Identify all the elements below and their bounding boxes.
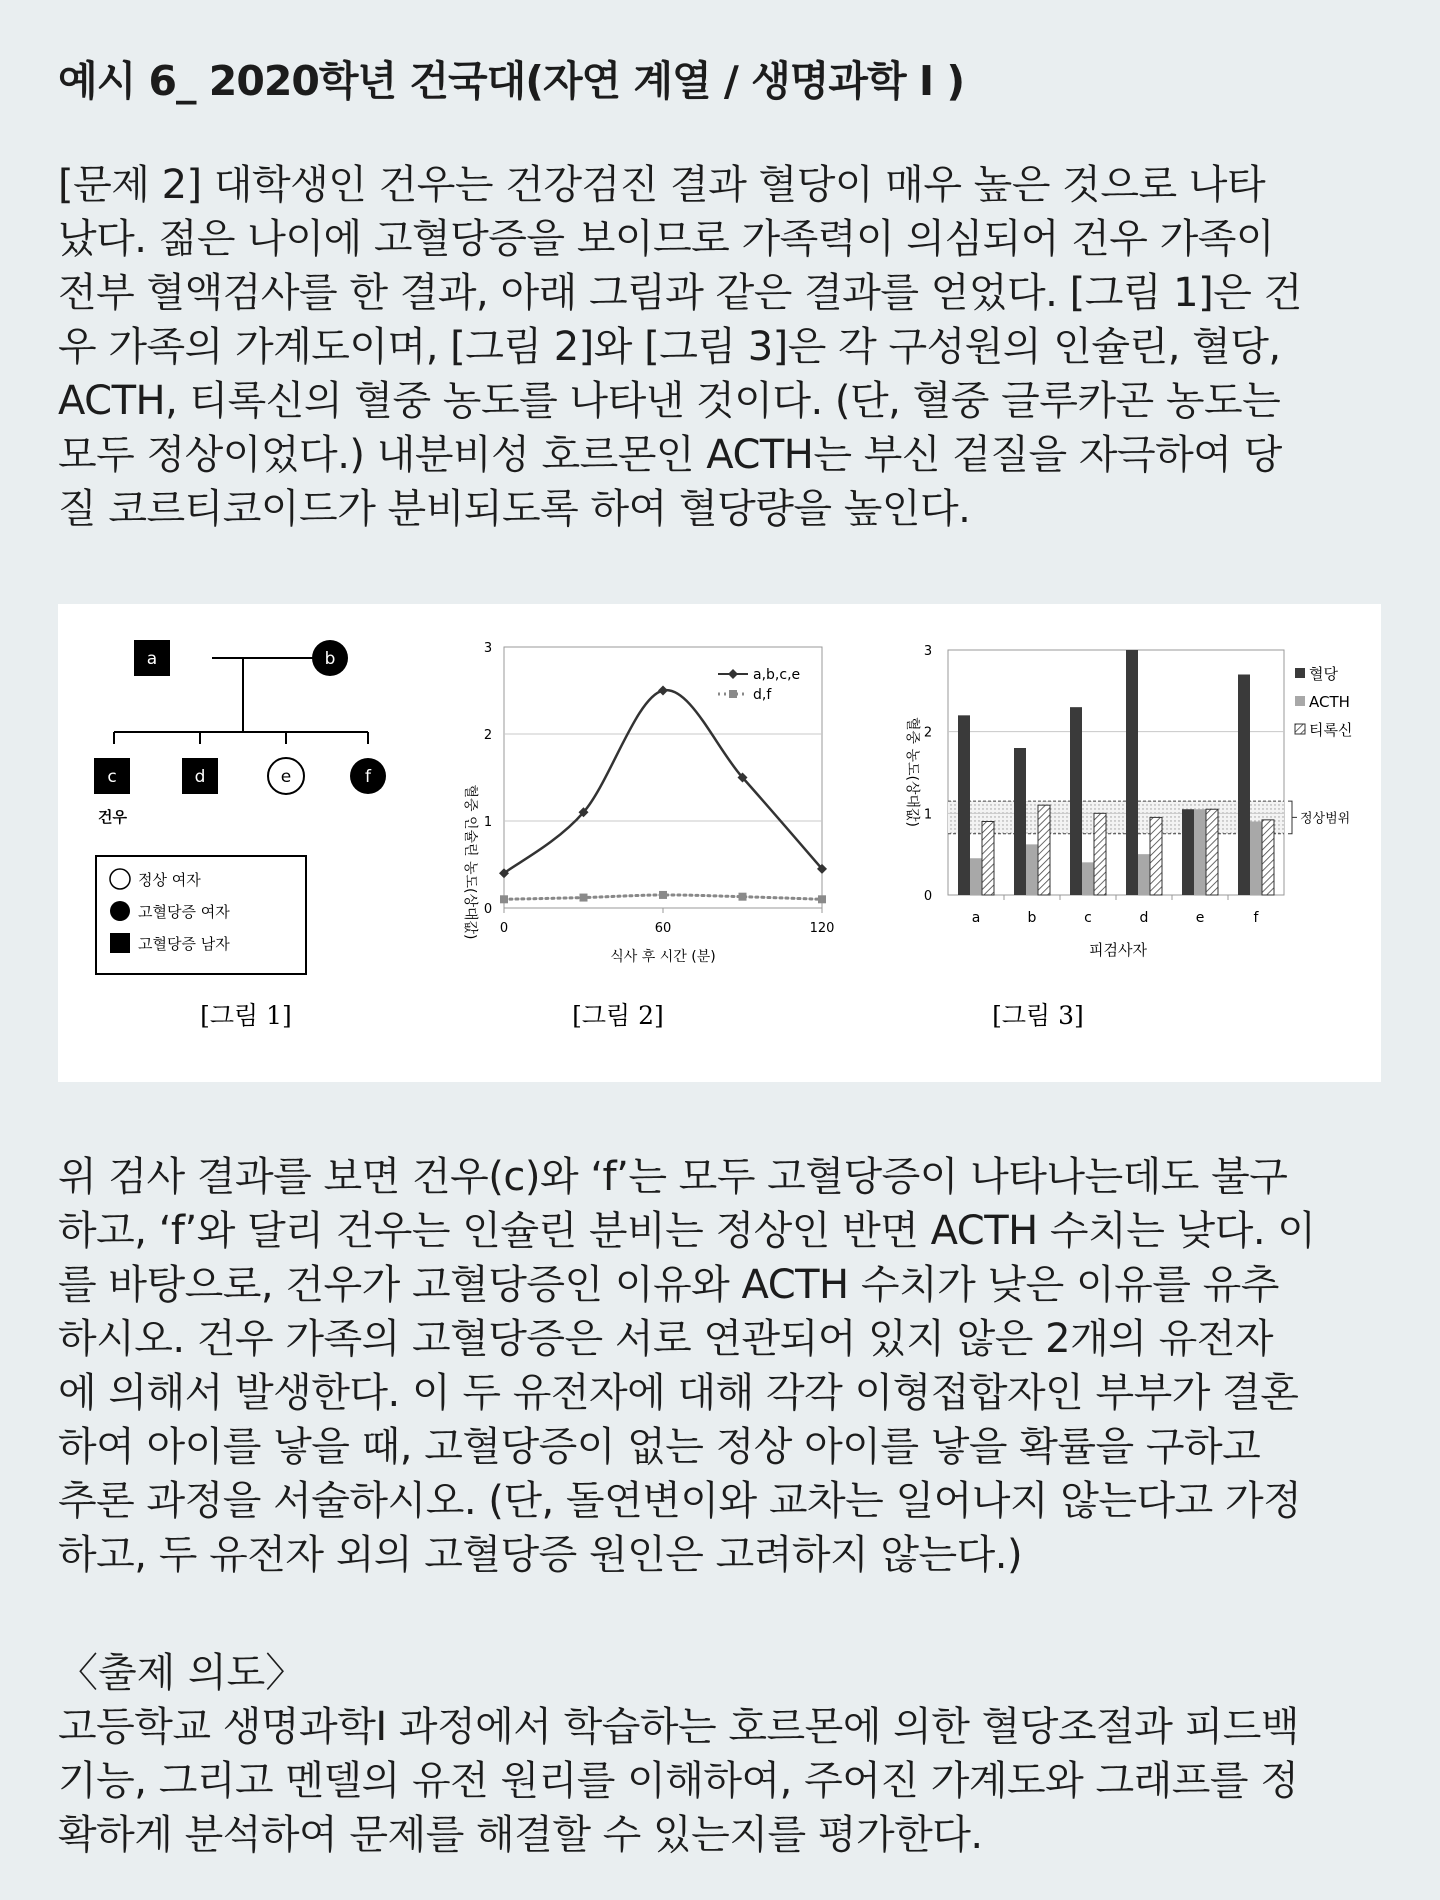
y-tick-label: 0 (923, 889, 933, 904)
x-tick-label: b (1027, 910, 1037, 926)
text-line: 하여 아이를 낳을 때, 고혈당증이 없는 정상 아이를 낳을 확률을 구하고 (58, 1424, 1261, 1470)
member-c-label: c (107, 767, 117, 787)
bar (1194, 809, 1206, 895)
member-b-label: b (324, 649, 336, 669)
text-line: 에 의해서 발생한다. 이 두 유전자에 대해 각각 이형접합자인 부부가 결혼 (58, 1370, 1299, 1416)
text-line: 우 가족의 가계도이며, [그림 2]와 [그림 3]은 각 구성원의 인슐린, 혈당, (58, 324, 1281, 370)
y-axis-title: 혈중 인슐린 농도(상대값) (462, 784, 478, 940)
legend-affected-male: 고혈당증 남자 (138, 935, 230, 953)
member-e-label: e (280, 767, 292, 787)
y-tick-label: 1 (483, 815, 493, 830)
member-a-label: a (146, 649, 158, 669)
data-point (580, 894, 588, 902)
legend-swatch (1295, 696, 1305, 706)
text-line: 확하게 분석하여 문제를 해결할 수 있는지를 평가한다. (58, 1812, 983, 1858)
y-tick-label: 0 (483, 902, 493, 917)
legend-normal-female: 정상 여자 (138, 871, 201, 889)
legend-normal-female-icon (110, 869, 130, 889)
bar (1138, 854, 1150, 895)
bar (1150, 817, 1162, 895)
bar (1038, 805, 1050, 895)
bar (1094, 813, 1106, 895)
page-title: 예시 6_ 2020학년 건국대(자연 계열 / 생명과학 I ) (58, 57, 965, 105)
data-point (500, 895, 508, 903)
text-line: 하시오. 건우 가족의 고혈당증은 서로 연관되어 있지 않은 2개의 유전자 (58, 1316, 1274, 1362)
legend-marker (729, 690, 737, 698)
x-tick-label: d (1139, 910, 1149, 926)
intent-heading: 〈출제 의도〉 (58, 1650, 306, 1696)
intent-text (58, 1700, 1388, 1862)
legend-swatch (1295, 668, 1305, 678)
normal-range-label: 정상범위 (1300, 811, 1351, 827)
figures-svg (58, 604, 1381, 1082)
bar (958, 715, 970, 895)
y-tick-label: 1 (923, 807, 933, 823)
bar (1082, 862, 1094, 895)
y-tick-label: 3 (923, 644, 933, 659)
bar (1026, 844, 1038, 895)
y-tick-label: 2 (923, 725, 933, 741)
bar (1126, 650, 1138, 895)
member-d-label: d (194, 767, 206, 787)
text-line: 고등학교 생명과학I 과정에서 학습하는 호르몬에 의한 혈당조절과 피드백 (58, 1704, 1299, 1750)
chart-plot-area (948, 650, 1284, 895)
bar (982, 822, 994, 896)
x-axis-title: 식사 후 시간 (분) (610, 949, 716, 965)
x-tick-label: a (971, 910, 981, 926)
y-tick-label: 2 (483, 728, 493, 743)
blood-concentration-bar-chart (904, 644, 1352, 1030)
bar (1014, 748, 1026, 895)
text-line: 질 코르티코이드가 분비되도록 하여 혈당량을 높인다. (58, 486, 971, 532)
text-line: 추론 과정을 서술하시오. (단, 돌연변이와 교차는 일어나지 않는다고 가정 (58, 1478, 1302, 1524)
figure2-caption: [그림 2] (572, 1001, 664, 1030)
bar (1250, 822, 1262, 896)
legend-swatch (1295, 724, 1305, 734)
bar (970, 858, 982, 895)
text-line: 모두 정상이었다.) 내분비성 호르몬인 ACTH는 부신 겉질을 자극하여 당 (58, 432, 1282, 478)
insulin-line-chart (462, 641, 834, 1030)
proband-label: 건우 (98, 808, 127, 826)
figure1-caption: [그림 1] (200, 1001, 292, 1030)
figure3-caption: [그림 3] (992, 1001, 1084, 1030)
legend-affected-female-icon (110, 901, 130, 921)
text-line: ACTH, 티록신의 혈중 농도를 나타낸 것이다. (단, 혈중 글루카곤 농도는 (58, 378, 1281, 424)
text-line: 기능, 그리고 멘델의 유전 원리를 이해하여, 주어진 가계도와 그래프를 정 (58, 1758, 1299, 1804)
x-tick-label: c (1084, 910, 1092, 926)
legend-affected-male-icon (110, 933, 130, 953)
text-line: [문제 2] 대학생인 건우는 건강검진 결과 혈당이 매우 높은 것으로 나타 (58, 162, 1266, 208)
question-body (58, 1150, 1388, 1582)
data-point (659, 891, 667, 899)
x-axis-title: 피검사자 (1089, 941, 1147, 959)
bar (1182, 809, 1194, 895)
y-axis-title: 혈중 농도(상대값) (904, 716, 920, 828)
bar (1070, 707, 1082, 895)
legend-affected-female: 고혈당증 여자 (138, 903, 230, 921)
legend-label: 티록신 (1309, 721, 1353, 739)
text-line: 위 검사 결과를 보면 건우(c)와 ‘f’는 모두 고혈당증이 나타나는데도 불구 (58, 1154, 1288, 1200)
text-line: 하고, ‘f’와 달리 건우는 인슐린 분비는 정상인 반면 ACTH 수치는 낮다. 이 (58, 1208, 1316, 1254)
x-tick-label: e (1195, 910, 1205, 926)
x-tick-label: 60 (654, 921, 672, 936)
y-tick-label: 3 (483, 641, 493, 656)
normal-range-band (948, 801, 1284, 834)
text-line: 전부 혈액검사를 한 결과, 아래 그림과 같은 결과를 얻었다. [그림 1]은 건 (58, 270, 1302, 316)
text-line: 났다. 젊은 나이에 고혈당증을 보이므로 가족력이 의심되어 건우 가족이 (58, 216, 1274, 262)
bar (1262, 820, 1274, 895)
legend-label: 혈당 (1309, 665, 1338, 683)
data-point (818, 895, 826, 903)
member-f-label: f (365, 767, 371, 787)
figure-panel (58, 604, 1381, 1082)
bar (1206, 809, 1218, 895)
text-line: 를 바탕으로, 건우가 고혈당증인 이유와 ACTH 수치가 낮은 이유를 유추 (58, 1262, 1279, 1308)
data-point (739, 893, 747, 901)
question-intro (58, 158, 1388, 536)
bar (1238, 675, 1250, 896)
pedigree-figure (94, 640, 386, 1030)
legend-label: ACTH (1309, 693, 1350, 711)
normal-range-bracket (1288, 801, 1297, 834)
text-line: 하고, 두 유전자 외의 고혈당증 원인은 고려하지 않는다.) (58, 1532, 1023, 1578)
x-tick-label: f (1253, 910, 1259, 926)
legend-label: d,f (753, 687, 772, 703)
x-tick-label: 0 (499, 921, 509, 936)
legend-label: a,b,c,e (753, 667, 801, 683)
x-tick-label: 120 (809, 921, 835, 936)
